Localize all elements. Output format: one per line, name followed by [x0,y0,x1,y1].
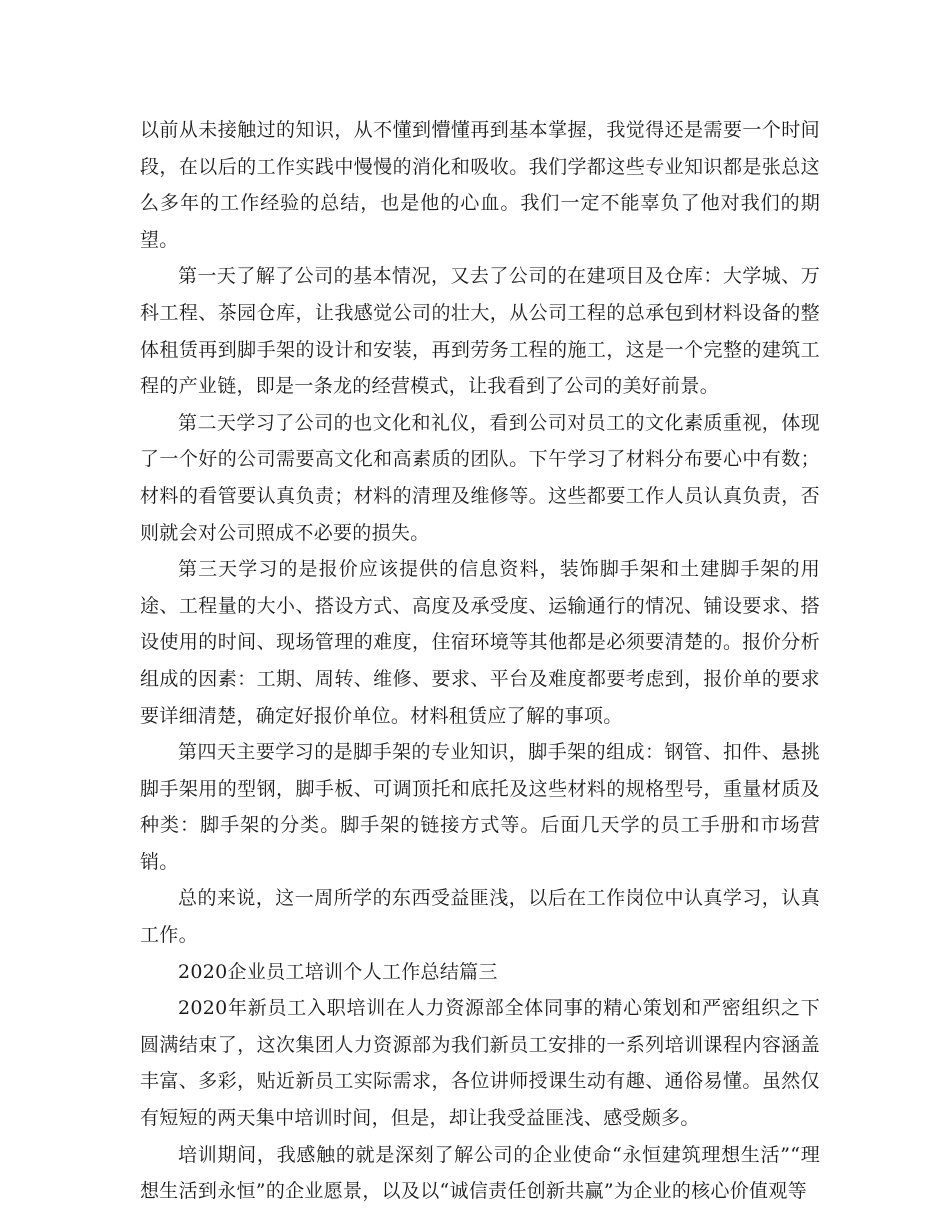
section-heading: 2020企业员工培训个人工作总结篇三 [178,960,498,983]
document-page [140,112,820,1210]
paragraph-5: 第四天主要学习的是脚手架的专业知识，脚手架的组成：钢管、扣件、悬挑脚手架用的型钢，脚手板、可调顶托和底托及这些材料的规格型号，重量材质及种类：脚手架的分类。脚手架的链接方式等。后面几天学的员工手册和市场营销。 [140,741,820,873]
paragraph-1: 以前从未接触过的知识，从不懂到懵懂再到基本掌握，我觉得还是需要一个时间段，在以后的工作实践中慢慢的消化和吸收。我们学都这些专业知识都是张总这么多年的工作经验的总结，也是他的心血。我们一定不能辜负了他对我们的期望。 [140,119,820,251]
paragraph-4: 第三天学习的是报价应该提供的信息资料，装饰脚手架和土建脚手架的用途、工程量的大小、搭设方式、高度及承受度、运输通行的情况、铺设要求、搭设使用的时间、现场管理的难度，住宿环境等其他都是必须要清楚的。报价分析组成的因素：工期、周转、维修、要求、平台及难度都要考虑到，报价单的要求要详细清楚，确定好报价单位。材料租赁应了解的事项。 [140,558,820,727]
paragraph-2: 第一天了解了公司的基本情况，又去了公司的在建项目及仓库：大学城、万科工程、茶园仓库，让我感觉公司的壮大，从公司工程的总承包到材料设备的整体租赁再到脚手架的设计和安装，再到劳务工程的施工，这是一个完整的建筑工程的产业链，即是一条龙的经营模式，让我看到了公司的美好前景。 [140,265,820,398]
paragraph-8: 培训期间，我感触的就是深刻了解公司的企业使命“永恒建筑理想生活”“理想生活到永恒”的企业愿景，以及以“诚信责任创新共赢”为企业的核心价值观等 [140,1143,820,1203]
paragraph-6: 总的来说，这一周所学的东西受益匪浅，以后在工作岗位中认真学习，认真工作。 [140,887,820,947]
paragraph-3: 第二天学习了公司的也文化和礼仪，看到公司对员工的文化素质重视，体现了一个好的公司需要高文化和高素质的团队。下午学习了材料分布要心中有数；材料的看管要认真负责；材料的清理及维修等。这些都要工作人员认真负责，否则就会对公司照成不必要的损失。 [140,411,820,544]
paragraph-7: 2020年新员工入职培训在人力资源部全体同事的精心策划和严密组织之下圆满结束了，这次集团人力资源部为我们新员工安排的一系列培训课程内容涵盖丰富、多彩，贴近新员工实际需求，各位讲师授课生动有趣、通俗易懂。虽然仅有短短的两天集中培训时间，但是，却让我受益匪浅、感受颇多。 [140,997,820,1130]
